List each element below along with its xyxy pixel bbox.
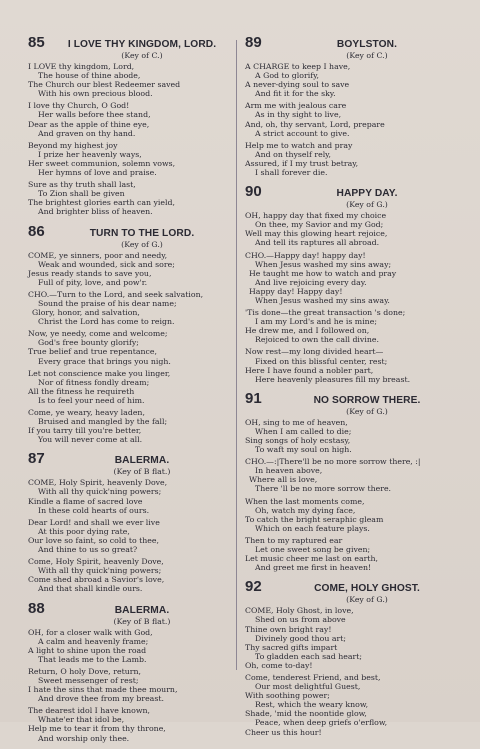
verse-line: Jesus ready stands to save you, <box>28 268 152 278</box>
chorus-line: Happy day! Happy day! <box>249 286 343 296</box>
verse-line: And graven on thy hand. <box>38 128 136 138</box>
chorus-line: Where all is love, <box>249 475 318 485</box>
hymn-title: BALERMA. <box>114 455 170 467</box>
verse-line: Fixed on this blissful center, rest; <box>255 356 388 366</box>
hymn-key: (Key of G.) <box>346 406 388 416</box>
stanza <box>245 101 463 137</box>
stanza <box>245 457 463 493</box>
stanza <box>28 101 230 137</box>
hymn-heading <box>245 390 463 407</box>
verse-line: I shall forever die. <box>255 168 328 178</box>
chorus-line: CHO.—:|There'll be no more sorrow there, :| <box>245 457 421 467</box>
hymn-heading <box>28 600 230 617</box>
verse-line: Our love so faint, so cold to thee, <box>28 535 159 545</box>
verse-line: I LOVE thy kingdom, Lord, <box>28 62 135 71</box>
verse-line: On thee, my Savior and my God; <box>255 220 384 230</box>
verse-line: Which on each feature plays. <box>255 523 370 533</box>
verse-line: And tell its raptures all abroad. <box>255 238 380 248</box>
verse-line: And thine to us so great? <box>38 545 138 555</box>
verse-line: Bruised and mangled by the fall; <box>38 417 168 427</box>
hymn-title: TURN TO THE LORD. <box>89 227 195 239</box>
verse-line: At this poor dying rate, <box>38 526 130 536</box>
hymn-key: (Key of C.) <box>346 51 388 60</box>
verse-line: Let one sweet song be given; <box>255 545 371 555</box>
verse-line: Let music cheer me last on earth, <box>245 554 379 564</box>
verse-line: COME, ye sinners, poor and needy, <box>28 250 168 260</box>
verse-line: To catch the bright seraphic gleam <box>245 514 384 524</box>
hymn-heading <box>245 183 463 200</box>
verse-line: Thy sacred gifts impart <box>245 642 338 652</box>
verse-line: The dearest idol I have known, <box>28 706 151 716</box>
verse-line: Return, O holy Dove, return, <box>28 666 141 676</box>
hymn-key: (Key of G.) <box>346 200 388 210</box>
stanza <box>245 418 463 454</box>
verse-line: A never-dying soul to save <box>245 80 350 90</box>
hymn-85 <box>28 34 230 217</box>
verse-line: Come, ye weary, heavy laden, <box>28 408 145 417</box>
stanza <box>28 141 230 177</box>
verse-line: That leads me to the Lamb. <box>38 654 147 664</box>
verse-line: Shed on us from above <box>255 615 346 625</box>
stanza <box>28 518 230 554</box>
verse-line: Arm me with jealous care <box>245 101 347 111</box>
stanza <box>245 606 463 670</box>
verse-line: OH, happy day that fixed my choice <box>245 211 387 221</box>
stanza <box>245 211 463 247</box>
verse-line: He drew me, and I followed on, <box>245 326 370 336</box>
verse-line: Here I have found a nobler part, <box>245 365 374 375</box>
verse-line: And drove thee from my breast. <box>38 694 164 704</box>
verse-line: Whate'er that idol be, <box>38 715 125 725</box>
chorus-line: When Jesus washed my sins away. <box>255 295 390 305</box>
hymn-key: (Key of B flat.) <box>113 616 171 626</box>
hymn-heading <box>28 450 230 467</box>
verse-line: A CHARGE to keep I have, <box>245 62 351 71</box>
verse-line: The house of thine abode, <box>38 71 141 81</box>
stanza <box>245 673 463 737</box>
stanza <box>28 706 230 742</box>
verse-line: Come shed abroad a Savior's love, <box>28 575 165 585</box>
verse-line: To gladden each sad heart; <box>255 651 363 661</box>
chorus-line: In heaven above, <box>255 466 323 476</box>
verse-line: Now, ye needy, come and welcome; <box>28 329 168 339</box>
verse-line: Now rest—my long divided heart— <box>245 347 384 357</box>
verse-line: Let not conscience make you linger, <box>28 368 171 378</box>
hymn-number: 85 <box>28 34 45 51</box>
verse-line: As in thy sight to live, <box>255 110 342 120</box>
verse-line: When the last moments come, <box>245 496 365 506</box>
verse-line: A calm and heavenly frame; <box>38 636 149 646</box>
verse-line: And fit it for the sky. <box>255 89 336 99</box>
stanza <box>28 408 230 444</box>
verse-line: I hate the sins that made thee mourn, <box>28 685 178 695</box>
verse-line: Dear as the apple of thine eye, <box>28 119 150 129</box>
chorus-line: Christ the Lord has come to reign. <box>38 317 175 327</box>
verse-line: Help me to tear it from thy throne, <box>28 724 166 734</box>
stanza <box>245 141 463 177</box>
verse-line: Dear Lord! and shall we ever live <box>28 517 160 527</box>
verse-line: And worship only thee. <box>38 733 130 743</box>
right-column <box>245 34 463 743</box>
stanza <box>245 497 463 533</box>
verse-line: Come, Holy Spirit, heavenly Dove, <box>28 557 164 567</box>
verse-line: And greet me first in heaven! <box>255 563 372 573</box>
verse-line: All the fitness he requireth <box>28 386 135 396</box>
verse-line: COME, Holy Spirit, heavenly Dove, <box>28 478 168 488</box>
left-column <box>28 34 230 749</box>
verse-line: In these cold hearts of ours. <box>38 505 150 515</box>
chorus-line: CHO.—Turn to the Lord, and seek salvation, <box>28 289 204 299</box>
hymn-title: BOYLSTON. <box>336 39 398 50</box>
verse-line: Her sweet communion, solemn vows, <box>28 158 176 168</box>
verse-line: To Zion shall be given <box>38 189 125 199</box>
verse-line: Sure as thy truth shall last, <box>28 180 136 190</box>
verse-line: A God to glorify, <box>255 71 319 81</box>
stanza <box>245 347 463 383</box>
verse-line: OH, for a closer walk with God, <box>28 627 153 637</box>
verse-line: Sing songs of holy ecstasy, <box>245 436 351 445</box>
stanza <box>28 290 230 326</box>
verse-line: Come, tenderest Friend, and best, <box>245 672 381 682</box>
hymn-number: 90 <box>245 183 262 201</box>
verse-line: Cheer us this hour! <box>245 727 322 737</box>
verse-line: Her hymns of love and praise. <box>38 168 157 178</box>
hymn-92 <box>245 578 463 736</box>
stanza <box>28 628 230 664</box>
verse-line: With all thy quick'ning powers; <box>38 487 162 497</box>
column-divider <box>236 40 237 670</box>
hymn-heading <box>245 34 463 51</box>
hymn-title: HAPPY DAY. <box>336 188 398 200</box>
hymn-heading <box>28 223 230 240</box>
hymn-key: (Key of B flat.) <box>113 467 171 477</box>
verse-line: With his own precious blood. <box>38 89 153 99</box>
hymn-key: (Key of G.) <box>346 595 388 605</box>
chorus-line: CHO.—Happy day! happy day! <box>245 250 366 260</box>
hymn-title: COME, HOLY GHOST. <box>314 583 420 595</box>
stanza <box>28 251 230 287</box>
stanza <box>245 536 463 572</box>
verse-line: Beyond my highest joy <box>28 140 118 150</box>
verse-line: COME, Holy Ghost, in love, <box>245 606 354 616</box>
verse-line: 'Tis done—the great transaction 's done; <box>245 308 406 318</box>
verse-line: I prize her heavenly ways, <box>38 149 142 159</box>
verse-line: Oh, watch my dying face, <box>255 505 356 515</box>
verse-line: Weak and wounded, sick and sore; <box>38 259 175 269</box>
stanza <box>245 251 463 306</box>
verse-line: And on thyself rely, <box>255 149 332 159</box>
hymn-87 <box>28 450 230 593</box>
verse-line: Our most delightful Guest, <box>255 682 361 692</box>
hymn-key: (Key of C.) <box>121 51 163 60</box>
verse-line: God's free bounty glorify; <box>38 338 139 348</box>
verse-line: With soothing power; <box>245 691 330 701</box>
verse-line: And that shall kindle ours. <box>38 584 143 594</box>
verse-line: True belief and true repentance, <box>28 347 157 357</box>
chorus-line: And live rejoicing every day. <box>255 277 367 287</box>
hymn-89 <box>245 34 463 177</box>
verse-line: Then to my raptured ear <box>245 535 343 545</box>
hymn-86 <box>28 223 230 445</box>
verse-line: Thine own bright ray! <box>245 624 332 634</box>
hymn-91 <box>245 390 463 573</box>
hymn-key: (Key of G.) <box>121 239 163 249</box>
verse-line: Every grace that brings you nigh. <box>38 356 171 366</box>
verse-line: You will never come at all. <box>38 435 143 445</box>
verse-line: Divinely good thou art; <box>255 633 346 643</box>
stanza <box>28 62 230 98</box>
verse-line: Oh, come to-day! <box>245 660 313 670</box>
verse-line: And brighter bliss of heaven. <box>38 207 153 217</box>
stanza <box>28 369 230 405</box>
verse-line: With all thy quick'ning powers; <box>38 566 162 576</box>
verse-line: Rest, which the weary know, <box>255 700 369 710</box>
verse-line: Her walls before thee stand, <box>38 110 151 120</box>
hymn-number: 88 <box>28 599 45 617</box>
hymn-number: 92 <box>245 578 262 596</box>
verse-line: A light to shine upon the road <box>28 645 147 655</box>
stanza <box>28 329 230 365</box>
verse-line: Here heavenly pleasures fill my breast. <box>255 374 411 384</box>
verse-line: Full of pity, love, and pow'r. <box>38 277 148 287</box>
chorus-line: When Jesus washed my sins away; <box>255 259 392 269</box>
verse-line: Peace, when deep griefs o'erflow, <box>255 718 388 728</box>
stanza <box>28 478 230 514</box>
stanza <box>28 557 230 593</box>
verse-line: Assured, if I my trust betray, <box>245 158 359 168</box>
verse-line: Help me to watch and pray <box>245 140 353 150</box>
hymn-88 <box>28 600 230 743</box>
verse-line: Is to feel your need of him. <box>38 395 145 405</box>
verse-line: And, oh, thy servant, Lord, prepare <box>245 119 385 129</box>
chorus-line: Glory, honor, and salvation, <box>32 308 140 318</box>
chorus-line: He taught me how to watch and pray <box>249 268 397 278</box>
verse-line: I am my Lord's and he is mine; <box>255 317 377 327</box>
verse-line: If you tarry till you're better, <box>28 426 142 436</box>
stanza <box>28 180 230 216</box>
hymn-90 <box>245 183 463 384</box>
verse-line: The brightest glories earth can yield, <box>28 198 176 208</box>
stanza <box>28 667 230 703</box>
verse-line: I love thy Church, O God! <box>28 101 130 111</box>
hymn-number: 89 <box>245 34 262 51</box>
hymn-heading <box>28 34 230 51</box>
verse-line: A strict account to give. <box>255 128 350 138</box>
verse-line: Sweet messenger of rest; <box>38 675 139 685</box>
verse-line: Well may this glowing heart rejoice, <box>245 229 388 239</box>
stanza <box>245 62 463 98</box>
hymn-number: 87 <box>28 450 45 468</box>
hymn-title: NO SORROW THERE. <box>313 394 421 406</box>
hymn-number: 86 <box>28 222 45 240</box>
hymn-title: BALERMA. <box>114 604 170 616</box>
verse-line: When I am called to die; <box>255 426 352 436</box>
verse-line: To waft my soul on high. <box>255 445 352 455</box>
verse-line: The Church our blest Redeemer saved <box>28 80 181 90</box>
verse-line: Shade, 'mid the noontide glow, <box>245 709 367 719</box>
hymn-number: 91 <box>245 389 262 407</box>
hymn-title: I LOVE THY KINGDOM, LORD. <box>67 39 217 50</box>
hymn-heading <box>245 578 463 595</box>
chorus-line: Sound the praise of his dear name; <box>38 298 177 308</box>
verse-line: Rejoiced to own the call divine. <box>255 335 379 345</box>
verse-line: Nor of fitness fondly dream; <box>38 377 150 387</box>
verse-line: Kindle a flame of sacred love <box>28 496 143 506</box>
chorus-line: There 'll be no more sorrow there. <box>255 484 392 494</box>
verse-line: OH, sing to me of heaven, <box>245 417 348 427</box>
stanza <box>245 308 463 344</box>
